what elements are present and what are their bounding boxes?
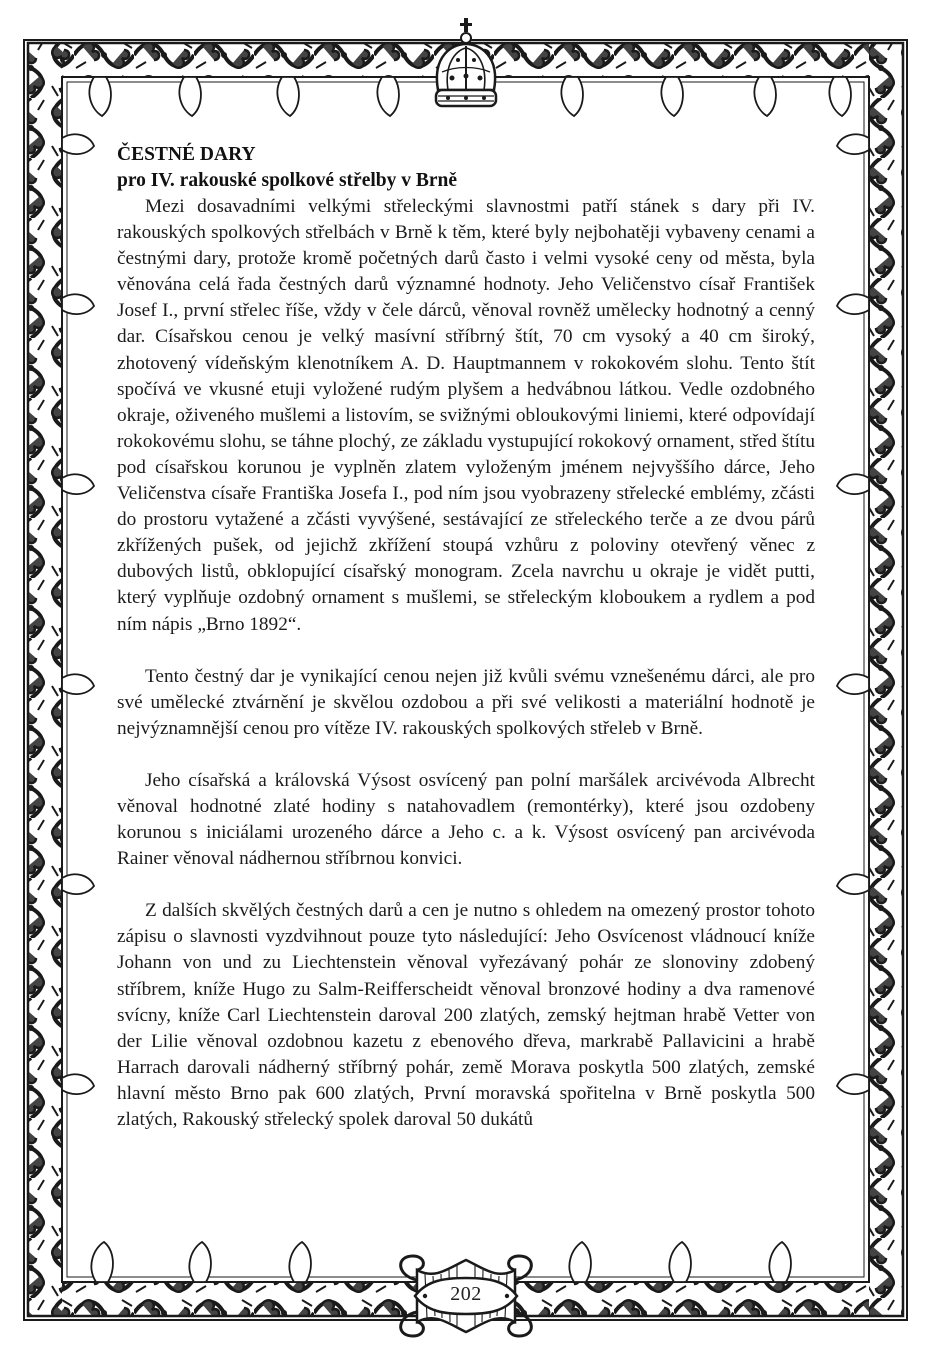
- page-number: 202: [450, 1283, 482, 1305]
- crown-icon: [428, 16, 504, 116]
- document-body: [117, 141, 815, 1133]
- paragraph-archduke-gifts: Jeho císařská a královská Výsost osvícený pan polní maršálek arcivévoda Albrecht věnoval hodnotné zlaté hodiny s natahovadlem (remontérky), které jsou ozdobeny korunou s iniciálami urozeného dárce a Jeho c. a k. Výsost osvícený pan arcivévoda Rainer věnoval nádhernou stříbrnou konvici.: [117, 769, 815, 870]
- imperial-crown-ornament: [428, 16, 504, 116]
- paragraph-prize-significance: Tento čestný dar je vynikající cenou nejen již kvůli svému vznešenému dárci, ale pro své umělecké ztvárnění je skvělou ozdobou a při své velikosti a materiální hodnotě je nejvýznamnější cenou pro vítěze IV. rakouských spolkových střeleb v Brně.: [117, 665, 815, 739]
- paragraph-other-gifts: Z dalších skvělých čestných darů a cen je nutno s ohledem na omezený prostor tohoto zápisu o slavnosti vyzdvihnout pouze tyto následující: Jeho Osvícenost vládnoucí kníže Johann von und zu Liechtenstein věnoval vyřezávaný pohár ze slonoviny zdobený stříbrem, kníže Hugo zu Salm-Reifferscheidt věnoval bronzové hodiny a dva ramenové svícny, kníže Carl Liechtenstein daroval 200 zlatých, zemský hejtman hrabě Vetter von der Lilie věnoval ozdobnou kazetu z ebenového dřeva, markrabě Pallavicini a hrabě Harrach darovali nádherný stříbrný pohár, země Morava poskytla 500 zlatých, zemské hlavní město Brno pak 600 zlatých, První moravská spořitelna v Brně poskytla 500 zlatých, Rakouský střelecký spolek daroval 50 dukátů: [117, 900, 815, 1130]
- page-number-cartouche: [387, 1250, 545, 1342]
- paragraph-shield-prize: Mezi dosavadními velkými střeleckými slavnostmi patří stánek s dary při IV. rakouských spolkových střelbách v Brně k těm, které byly nejbohatěji vybaveny cenami a čestnými dary, protože kromě početných darů často i velmi vysoké ceny od města, byla věnována celá řada čestných darů významné hodnoty. Jeho Veličenstvo císař František Josef I., první střelec říše, vždy v čele dárců, věnoval rovněž umělecky hodnotný a cenný dar. Císařskou cenou je velký masívní stříbrný štít, 70 cm vysoký a 40 cm široký, zhotovený vídeňským klenotníkem A. D. Hauptmannem v rokokovém slohu. Tento štít spočívá ve vkusné etuji vyložené rudým plyšem a hedvábnou látkou. Vedle ozdobného okraje, oživeného mušlemi a listovím, se svižnými obloukovými liniemi, které odpovídají rokokovému slohu, se táhne plochý, ze základu vystupující rokokový ornament, střed štítu pod císařskou korunou je vyplněn zlatem vyloženým jménem nejvyššího dárce, Jeho Veličenstva císaře Františka Josefa I., pod ním jsou vyobrazeny střelecké emblémy, zčásti do prostoru vytažené a zčásti vyvýšené, sestávající ze střeleckého terče a ze dvou párů zkřížených pušek, od jejichž zkřížení stoupá vzhůru z poloviny otevřený věnec z dubových listů, obklopující císařský monogram. Zcela navrchu u okraje je vidět putti, který vyplňuje ozdobný ornament s mušlemi, se střeleckým kloboukem a rydlem a pod ním nápis „Brno 1892“.: [117, 196, 815, 635]
- document-subtitle: pro IV. rakouské spolkové střelby v Brně: [117, 170, 458, 191]
- document-title: ČESTNÉ DARY: [117, 144, 256, 165]
